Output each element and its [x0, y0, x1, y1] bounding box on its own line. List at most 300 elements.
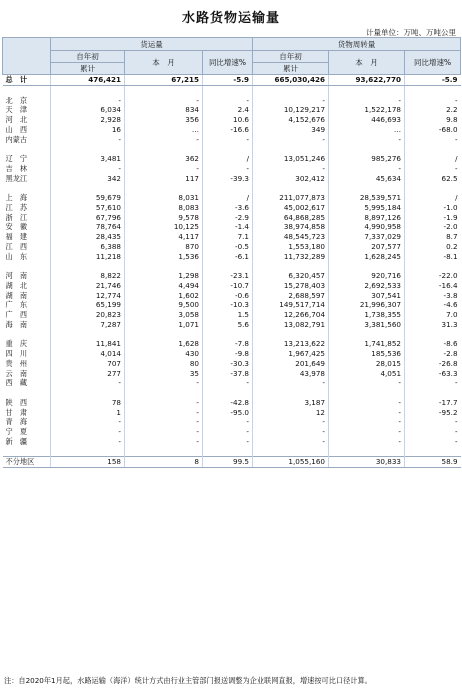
cell-freight-ytd: 6,034 [51, 105, 125, 115]
cell-freight-month: 8,083 [125, 203, 203, 213]
cell-freight-yoy [203, 447, 253, 457]
cell-freight-month [125, 183, 203, 193]
cell-freight-ytd: - [51, 437, 125, 447]
cell-freight-ytd: 277 [51, 369, 125, 379]
cell-region [3, 144, 51, 154]
cell-region: 内蒙古 [5, 134, 28, 144]
cell-freight-yoy [203, 330, 253, 340]
cell-turnover-yoy: -17.7 [405, 398, 461, 408]
cell-region: 北 京 [5, 95, 28, 105]
cell-freight-month: 9,578 [125, 213, 203, 223]
cell-region: 不分地区 [3, 457, 51, 468]
cell-freight-month: - [125, 408, 203, 418]
cell-freight-yoy: - [203, 427, 253, 437]
cell-turnover-month: 7,337,029 [329, 232, 405, 242]
cell-turnover-ytd: 13,213,622 [253, 339, 329, 349]
cell-freight-yoy: - [203, 417, 253, 427]
cell-freight-ytd: 67,796 [51, 213, 125, 223]
cell-turnover-yoy: - [405, 437, 461, 447]
cell-turnover-yoy: -8.6 [405, 339, 461, 349]
cell-turnover-month [329, 330, 405, 340]
cell-freight-month: - [125, 427, 203, 437]
cell-region: 浙 江 [5, 212, 28, 222]
cell-freight-ytd: 1 [51, 408, 125, 418]
cell-freight-ytd: 7,287 [51, 320, 125, 330]
cell-turnover-ytd [253, 388, 329, 398]
freight-table [2, 37, 461, 468]
cell-turnover-month: 45,634 [329, 174, 405, 184]
cell-turnover-month: 5,995,184 [329, 203, 405, 213]
cell-freight-ytd: - [51, 135, 125, 145]
table-row [3, 85, 461, 95]
cell-turnover-ytd: 1,055,160 [253, 457, 329, 468]
cell-turnover-ytd: 6,320,457 [253, 271, 329, 281]
cell-freight-ytd: 342 [51, 174, 125, 184]
cell-turnover-month: - [329, 408, 405, 418]
cell-region: 陕 西 [5, 397, 28, 407]
cell-region: 总 计 [3, 75, 51, 86]
cell-turnover-month: … [329, 125, 405, 135]
cell-freight-yoy: -30.3 [203, 359, 253, 369]
cell-region: 贵 州 [5, 358, 28, 368]
cell-freight-ytd [51, 447, 125, 457]
table-row [3, 437, 461, 447]
table-row [3, 242, 461, 252]
table-row [3, 349, 461, 359]
cell-freight-yoy: -37.8 [203, 369, 253, 379]
cell-freight-month: 1,298 [125, 271, 203, 281]
cell-turnover-month: - [329, 164, 405, 174]
cell-turnover-yoy [405, 447, 461, 457]
cell-region: 河 南 [5, 271, 28, 280]
cell-freight-ytd: 21,746 [51, 281, 125, 291]
cell-region [3, 447, 51, 457]
cell-turnover-yoy: - [405, 96, 461, 106]
cell-turnover-yoy [405, 330, 461, 340]
cell-freight-ytd: 65,199 [51, 300, 125, 310]
cell-turnover-ytd: 3,187 [253, 398, 329, 408]
cell-freight-month: 430 [125, 349, 203, 359]
cell-freight-yoy [203, 144, 253, 154]
cell-region: 上 海 [5, 193, 28, 202]
cell-turnover-ytd [253, 330, 329, 340]
header-corner [3, 38, 51, 75]
cell-turnover-ytd: 13,051,246 [253, 154, 329, 164]
cell-turnover-yoy: - [405, 378, 461, 388]
cell-turnover-yoy: 7.0 [405, 310, 461, 320]
cell-freight-ytd: 20,823 [51, 310, 125, 320]
cell-turnover-yoy: -1.0 [405, 203, 461, 213]
cell-freight-yoy: 2.4 [203, 105, 253, 115]
cell-freight-yoy [203, 183, 253, 193]
cell-turnover-month: 2,692,533 [329, 281, 405, 291]
cell-turnover-yoy: -22.0 [405, 271, 461, 281]
cell-region: 山 东 [5, 251, 28, 261]
cell-region: 江 西 [5, 241, 28, 251]
cell-freight-ytd: - [51, 164, 125, 174]
table-row [3, 369, 461, 379]
cell-freight-ytd: 28,435 [51, 232, 125, 242]
cell-turnover-yoy: -16.4 [405, 281, 461, 291]
cell-freight-ytd: 707 [51, 359, 125, 369]
cell-turnover-ytd: 43,978 [253, 369, 329, 379]
cell-turnover-month: 920,716 [329, 271, 405, 281]
cell-region: 辽 宁 [5, 154, 28, 163]
table-row [3, 222, 461, 232]
cell-turnover-yoy: -68.0 [405, 125, 461, 135]
cell-region: 甘 肃 [5, 407, 28, 417]
cell-freight-month [125, 144, 203, 154]
cell-freight-ytd: 3,481 [51, 154, 125, 164]
cell-freight-month [125, 330, 203, 340]
cell-freight-yoy: / [203, 154, 253, 164]
cell-freight-yoy [203, 388, 253, 398]
cell-turnover-yoy: -5.9 [405, 75, 461, 86]
cell-freight-ytd: - [51, 427, 125, 437]
table-row [3, 388, 461, 398]
cell-freight-month: 80 [125, 359, 203, 369]
cell-freight-month: 3,058 [125, 310, 203, 320]
cell-freight-month: 362 [125, 154, 203, 164]
cell-region: 青 海 [5, 417, 28, 427]
cell-freight-yoy: -2.9 [203, 213, 253, 223]
cell-freight-yoy: - [203, 378, 253, 388]
cell-region: 重 庆 [5, 339, 28, 349]
cell-region: 西 藏 [5, 378, 28, 388]
cell-freight-ytd [51, 261, 125, 271]
cell-turnover-yoy: 9.8 [405, 115, 461, 125]
table-row [3, 320, 461, 330]
cell-turnover-yoy: -1.9 [405, 213, 461, 223]
cell-turnover-ytd: 1,553,180 [253, 242, 329, 252]
cell-turnover-month [329, 388, 405, 398]
cell-turnover-ytd: 349 [253, 125, 329, 135]
cell-region: 宁 夏 [5, 427, 28, 436]
cell-turnover-ytd: - [253, 378, 329, 388]
cell-turnover-month [329, 85, 405, 95]
cell-region: 吉 林 [5, 163, 28, 173]
table-row [3, 115, 461, 125]
table-row [3, 378, 461, 388]
cell-turnover-month: 185,536 [329, 349, 405, 359]
cell-turnover-ytd: - [253, 164, 329, 174]
cell-turnover-month: 446,693 [329, 115, 405, 125]
cell-freight-month: 10,125 [125, 222, 203, 232]
cell-freight-month [125, 261, 203, 271]
cell-turnover-month: 4,990,958 [329, 222, 405, 232]
cell-freight-month: 4,494 [125, 281, 203, 291]
table-body [3, 75, 461, 468]
cell-turnover-ytd: 12 [253, 408, 329, 418]
cell-region: 新 疆 [5, 436, 28, 446]
cell-turnover-yoy: -26.8 [405, 359, 461, 369]
table-row [3, 252, 461, 262]
cell-freight-ytd [51, 144, 125, 154]
cell-freight-yoy: -0.5 [203, 242, 253, 252]
cell-turnover-month: 307,541 [329, 291, 405, 301]
cell-turnover-yoy: -4.6 [405, 300, 461, 310]
cell-turnover-yoy: - [405, 427, 461, 437]
table-row [3, 154, 461, 164]
cell-freight-ytd: - [51, 96, 125, 106]
table-row [3, 300, 461, 310]
cell-turnover-month: 1,522,178 [329, 105, 405, 115]
table-row [3, 174, 461, 184]
cell-freight-ytd [51, 85, 125, 95]
cell-freight-month: - [125, 135, 203, 145]
cell-region [3, 388, 51, 398]
cell-turnover-ytd: 45,002,617 [253, 203, 329, 213]
table-row [3, 232, 461, 242]
cell-turnover-month [329, 183, 405, 193]
cell-freight-yoy: -42.8 [203, 398, 253, 408]
cell-region: 山 西 [5, 124, 28, 134]
cell-turnover-yoy [405, 85, 461, 95]
cell-freight-ytd: - [51, 417, 125, 427]
cell-turnover-yoy: 0.2 [405, 242, 461, 252]
header-yoy: 同比增速% [405, 51, 461, 75]
cell-freight-yoy: 1.5 [203, 310, 253, 320]
cell-turnover-yoy: / [405, 154, 461, 164]
cell-freight-yoy: 7.1 [203, 232, 253, 242]
cell-freight-ytd: 476,421 [51, 75, 125, 86]
cell-turnover-yoy [405, 183, 461, 193]
cell-turnover-yoy [405, 261, 461, 271]
cell-freight-ytd [51, 330, 125, 340]
cell-turnover-month: 30,833 [329, 457, 405, 468]
cell-freight-ytd: 78,764 [51, 222, 125, 232]
unit-label: 计量单位：万吨、万吨公里 [366, 28, 456, 37]
table-row [3, 105, 461, 115]
table-row [3, 203, 461, 213]
cell-freight-yoy: 10.6 [203, 115, 253, 125]
cell-turnover-month: 93,622,770 [329, 75, 405, 86]
cell-turnover-ytd: 10,129,217 [253, 105, 329, 115]
cell-turnover-month: - [329, 378, 405, 388]
cell-freight-yoy: - [203, 135, 253, 145]
cell-freight-yoy [203, 261, 253, 271]
table-row [3, 457, 461, 468]
cell-turnover-ytd: 12,266,704 [253, 310, 329, 320]
cell-freight-month: 1,071 [125, 320, 203, 330]
cell-turnover-month: - [329, 437, 405, 447]
table-row [3, 330, 461, 340]
cell-turnover-ytd: - [253, 437, 329, 447]
cell-freight-yoy: -95.0 [203, 408, 253, 418]
cell-turnover-ytd: 48,545,723 [253, 232, 329, 242]
table-row [3, 417, 461, 427]
cell-freight-month: 8,031 [125, 193, 203, 203]
table-row [3, 261, 461, 271]
cell-freight-yoy: - [203, 96, 253, 106]
cell-freight-ytd: 57,610 [51, 203, 125, 213]
cell-turnover-ytd: - [253, 135, 329, 145]
cell-turnover-month: - [329, 417, 405, 427]
cell-turnover-ytd: - [253, 427, 329, 437]
cell-turnover-ytd: 201,649 [253, 359, 329, 369]
cell-freight-ytd: 78 [51, 398, 125, 408]
cell-turnover-ytd: - [253, 417, 329, 427]
table-row [3, 135, 461, 145]
cell-region: 海 南 [5, 319, 28, 329]
cell-region: 安 徽 [5, 222, 28, 232]
table-row [3, 213, 461, 223]
cell-turnover-yoy: - [405, 417, 461, 427]
header-month: 本 月 [125, 51, 203, 75]
cell-freight-yoy: -16.6 [203, 125, 253, 135]
cell-region: 江 苏 [5, 202, 28, 212]
cell-freight-month: 8 [125, 457, 203, 468]
header-turnover: 货物周转量 [253, 38, 461, 51]
cell-freight-yoy: - [203, 437, 253, 447]
cell-freight-month [125, 85, 203, 95]
cell-region [3, 85, 51, 95]
cell-freight-yoy: / [203, 193, 253, 203]
cell-freight-yoy: -23.1 [203, 271, 253, 281]
table-row [3, 427, 461, 437]
cell-turnover-yoy: 31.3 [405, 320, 461, 330]
header-ytd-bottom: 累计 [253, 63, 329, 75]
table-row [3, 310, 461, 320]
cell-turnover-ytd: 64,868,285 [253, 213, 329, 223]
cell-freight-yoy: -10.3 [203, 300, 253, 310]
table-row [3, 96, 461, 106]
footnote: 注：自2020年1月起，水路运输（海洋）统计方式由行业主管部门报送调整为企业联网直报，增速按可比口径计算。 [4, 676, 372, 685]
cell-turnover-month: 1,741,852 [329, 339, 405, 349]
cell-freight-month: - [125, 398, 203, 408]
table-row [3, 271, 461, 281]
cell-turnover-month [329, 261, 405, 271]
cell-freight-month: 834 [125, 105, 203, 115]
cell-turnover-month: 8,897,126 [329, 213, 405, 223]
cell-freight-yoy: 99.5 [203, 457, 253, 468]
table-row [3, 164, 461, 174]
cell-turnover-ytd: 15,278,403 [253, 281, 329, 291]
cell-turnover-month: 1,738,355 [329, 310, 405, 320]
cell-turnover-ytd: 1,967,425 [253, 349, 329, 359]
cell-freight-ytd: 11,841 [51, 339, 125, 349]
cell-turnover-month: 28,539,571 [329, 193, 405, 203]
cell-freight-month: 35 [125, 369, 203, 379]
cell-turnover-yoy: / [405, 193, 461, 203]
cell-freight-month: - [125, 164, 203, 174]
cell-turnover-yoy: 2.2 [405, 105, 461, 115]
header-ytd-top: 自年初 [51, 51, 125, 63]
cell-turnover-yoy: -63.3 [405, 369, 461, 379]
cell-freight-yoy: -9.8 [203, 349, 253, 359]
cell-freight-yoy: - [203, 164, 253, 174]
cell-region: 云 南 [5, 368, 28, 378]
cell-turnover-ytd: 211,077,873 [253, 193, 329, 203]
table-row [3, 281, 461, 291]
table-row [3, 447, 461, 457]
header-ytd-top: 自年初 [253, 51, 329, 63]
cell-turnover-yoy: -2.8 [405, 349, 461, 359]
cell-turnover-month: 985,276 [329, 154, 405, 164]
header-ytd-bottom: 累计 [51, 63, 125, 75]
cell-freight-month: - [125, 378, 203, 388]
cell-freight-ytd [51, 388, 125, 398]
cell-turnover-ytd: 38,974,858 [253, 222, 329, 232]
cell-freight-ytd: 158 [51, 457, 125, 468]
cell-region [3, 261, 51, 271]
cell-turnover-yoy [405, 388, 461, 398]
table-row [3, 193, 461, 203]
cell-turnover-month: 1,628,245 [329, 252, 405, 262]
cell-freight-ytd: 6,388 [51, 242, 125, 252]
cell-region: 河 北 [5, 115, 28, 124]
cell-turnover-month: 207,577 [329, 242, 405, 252]
cell-turnover-month: - [329, 135, 405, 145]
table-row [3, 291, 461, 301]
cell-freight-month [125, 447, 203, 457]
cell-region: 湖 南 [5, 290, 28, 300]
cell-turnover-yoy: -8.1 [405, 252, 461, 262]
cell-region: 四 川 [5, 349, 28, 358]
table-row [3, 144, 461, 154]
cell-turnover-ytd: 665,030,426 [253, 75, 329, 86]
cell-freight-month: - [125, 417, 203, 427]
cell-turnover-yoy: -3.8 [405, 291, 461, 301]
cell-freight-ytd: 2,928 [51, 115, 125, 125]
cell-turnover-yoy: - [405, 135, 461, 145]
cell-turnover-ytd [253, 85, 329, 95]
cell-freight-month: 356 [125, 115, 203, 125]
cell-turnover-month: 3,381,560 [329, 320, 405, 330]
cell-freight-month: 117 [125, 174, 203, 184]
cell-turnover-ytd: 13,082,791 [253, 320, 329, 330]
cell-turnover-ytd: 302,412 [253, 174, 329, 184]
cell-freight-yoy: -39.3 [203, 174, 253, 184]
cell-turnover-yoy: -95.2 [405, 408, 461, 418]
cell-turnover-ytd: 4,152,676 [253, 115, 329, 125]
cell-turnover-yoy: - [405, 164, 461, 174]
cell-turnover-month: 4,051 [329, 369, 405, 379]
table-row [3, 183, 461, 193]
cell-turnover-ytd: 11,732,289 [253, 252, 329, 262]
cell-region: 湖 北 [5, 280, 28, 290]
cell-freight-ytd: 11,218 [51, 252, 125, 262]
cell-freight-yoy: -6.1 [203, 252, 253, 262]
table-row [3, 359, 461, 369]
table-row [3, 339, 461, 349]
cell-freight-ytd: 16 [51, 125, 125, 135]
cell-turnover-ytd: 149,517,714 [253, 300, 329, 310]
cell-freight-yoy: -10.7 [203, 281, 253, 291]
table-row [3, 75, 461, 86]
cell-turnover-ytd: 2,688,597 [253, 291, 329, 301]
header-month: 本 月 [329, 51, 405, 75]
cell-freight-yoy: -0.6 [203, 291, 253, 301]
cell-turnover-month: - [329, 398, 405, 408]
cell-freight-month: - [125, 96, 203, 106]
cell-freight-ytd [51, 183, 125, 193]
header-freight-volume: 货运量 [51, 38, 253, 51]
cell-freight-yoy [203, 85, 253, 95]
cell-freight-yoy: -3.6 [203, 203, 253, 213]
cell-turnover-month: 21,996,307 [329, 300, 405, 310]
cell-freight-yoy: -7.8 [203, 339, 253, 349]
page-title: 水路货物运输量 [181, 11, 280, 26]
table-row [3, 398, 461, 408]
cell-turnover-month [329, 144, 405, 154]
cell-freight-month: … [125, 125, 203, 135]
cell-freight-ytd: 59,679 [51, 193, 125, 203]
cell-turnover-ytd [253, 144, 329, 154]
cell-turnover-yoy [405, 144, 461, 154]
cell-turnover-yoy: 8.7 [405, 232, 461, 242]
cell-turnover-month [329, 447, 405, 457]
